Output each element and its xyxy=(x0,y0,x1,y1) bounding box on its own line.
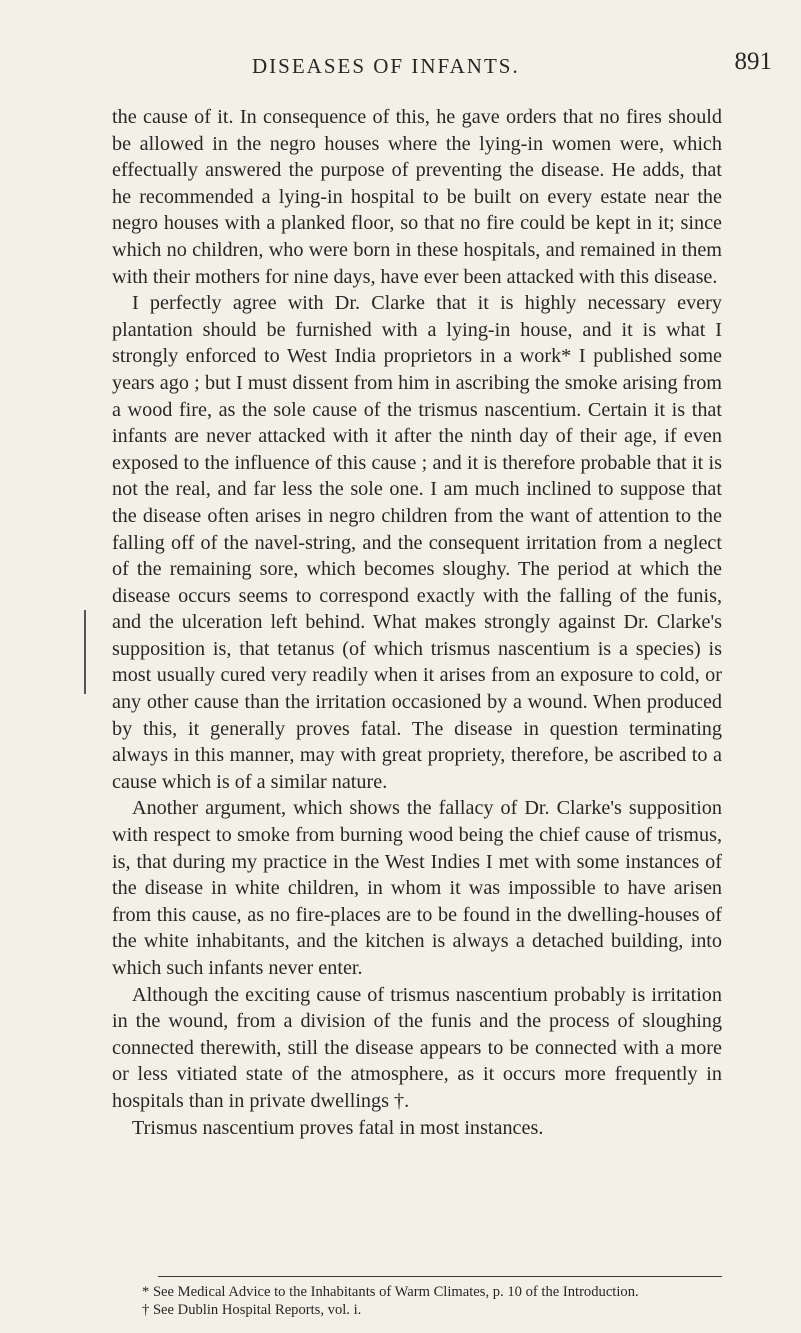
page-number: 891 xyxy=(734,48,772,75)
footnote-2: † See Dublin Hospital Reports, vol. i. xyxy=(142,1302,362,1318)
footnotes xyxy=(132,1283,732,1319)
paragraph-4: Although the exciting cause of trismus nascentium probably is irritation in the wound, from a division of the funis and the process of sloughing connected therewith, still the disease appears to be connected with a more or less vitiated state of the atmosphere, as it occurs more frequently in hospitals than in private dwellings †. xyxy=(112,983,722,1112)
page-header xyxy=(252,44,772,84)
paragraph-2: I perfectly agree with Dr. Clarke that it is highly necessary every plantation should be furnished with a lying-in house, and it is what I strongly enforced to West India proprietors in a work* I published some years ago ; but I must dissent from him in ascribing the smoke arising from a wood fire, as the sole cause of the trismus nascentium. Certain it is that infants are never attacked with it after the ninth day of their age, if even exposed to the influence of this cause ; and it is therefore probable that it is not the real, and far less the sole one. I am much inclined to suppose that the disease often arises in negro children from the want of attention to the falling off of the navel-string, and the consequent irritation from a neglect of the remaining sore, which becomes sloughy. The period at which the disease occurs seems to correspond exactly with the falling of the funis, and the ulceration left behind. What makes strongly against Dr. Clarke's supposition is, that tetanus (of which trismus nascentium is a species) is most usually cured very readily when it arises from an exposure to cold, or any other cause than the irritation occasioned by a wound. When produced by this, it generally proves fatal. The disease in question terminating always in this manner, may with great propriety, therefore, be ascribed to a cause which is of a similar nature. xyxy=(112,292,722,793)
paragraph-1: the cause of it. In consequence of this, he gave orders that no fires should be allowed in the negro houses where the lying-in women were, which effectually answered the purpose of preventing the disease. He adds, that he recommended a lying-in hospital to be built on every estate near the negro houses with a planked floor, so that no fire could be kept in it; since which no children, who were born in these hospitals, and remained in them with their mothers for nine days, have ever been attacked with this disease. xyxy=(112,106,722,288)
paragraph-3: Another argument, which shows the fallacy of Dr. Clarke's supposition with respect to smoke from burning wood being the chief cause of trismus, is, that during my practice in the West Indies I met with some instances of the disease in white children, in whom it was impossible to have arisen from this cause, as no fire-places are to be found in the dwelling-houses of the white inhabitants, and the kitchen is always a detached building, into which such infants never enter. xyxy=(112,797,722,979)
body-text xyxy=(112,104,722,1141)
footnote-1: * See Medical Advice to the Inhabitants of Warm Climates, p. 10 of the Introduction. xyxy=(142,1284,639,1300)
margin-mark xyxy=(84,610,86,694)
paragraph-5: Trismus nascentium proves fatal in most instances. xyxy=(132,1116,544,1139)
footnote-divider xyxy=(158,1276,722,1277)
running-head: DISEASES OF INFANTS. xyxy=(252,54,520,78)
